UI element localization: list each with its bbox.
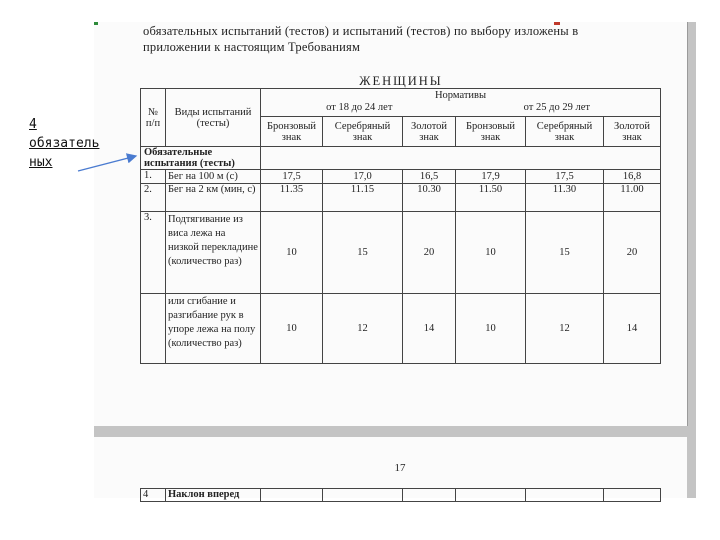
header-test-type: Виды испытаний (тесты) xyxy=(166,89,261,147)
row-value: 15 xyxy=(526,212,604,294)
header-bronze: Бронзовый знак xyxy=(456,117,526,147)
table-row xyxy=(141,170,661,184)
header-age-group-2: от 25 до 29 лет xyxy=(523,102,590,113)
row-test-name: Подтягивание из виса лежа на низкой перекладине (количество раз) xyxy=(166,212,261,294)
row-value xyxy=(526,489,604,502)
header-age-group-1: от 18 до 24 лет xyxy=(326,102,393,113)
row-value: 11.50 xyxy=(456,184,526,212)
intro-line: обязательных испытаний (тестов) и испытаний (тестов) по выбору изложены в xyxy=(143,24,579,38)
row-value xyxy=(403,489,456,502)
side-note xyxy=(29,115,109,172)
row-number xyxy=(141,294,166,364)
intro-line: приложении к настоящим Требованиям xyxy=(143,39,361,54)
row-value: 11.30 xyxy=(526,184,604,212)
header-norms: Нормативы xyxy=(434,90,487,101)
row-value: 17,5 xyxy=(526,170,604,184)
row-value: 10 xyxy=(261,294,323,364)
row-value: 12 xyxy=(526,294,604,364)
row-value xyxy=(604,489,661,502)
row-test-name: или сгибание и разгибание рук в упоре лежа на полу (количество раз) xyxy=(166,294,261,364)
intro-paragraph xyxy=(143,24,663,55)
header-silver: Серебряный знак xyxy=(323,117,403,147)
row-value: 14 xyxy=(604,294,661,364)
row-value: 10.30 xyxy=(403,184,456,212)
row-test-name: Бег на 2 км (мин, с) xyxy=(166,184,261,212)
table-row xyxy=(141,294,661,364)
row-value xyxy=(456,489,526,502)
row-value: 11.15 xyxy=(323,184,403,212)
row-value: 17,5 xyxy=(261,170,323,184)
row-value: 20 xyxy=(403,212,456,294)
row-value: 16,5 xyxy=(403,170,456,184)
norms-table-continued xyxy=(140,488,661,502)
row-number: 1. xyxy=(141,170,166,184)
side-note-line: ных xyxy=(29,155,53,170)
row-value xyxy=(261,489,323,502)
row-value: 16,8 xyxy=(604,170,661,184)
row-value: 11.00 xyxy=(604,184,661,212)
section-empty xyxy=(261,147,661,170)
table-row xyxy=(141,489,661,502)
row-value xyxy=(323,489,403,502)
row-test-name: Наклон вперед xyxy=(166,489,261,502)
page-number: 17 xyxy=(394,462,406,474)
side-note-line: обязатель xyxy=(29,136,100,151)
row-value: 10 xyxy=(456,294,526,364)
table-row xyxy=(141,184,661,212)
row-value: 17,0 xyxy=(323,170,403,184)
row-value: 20 xyxy=(604,212,661,294)
row-value: 15 xyxy=(323,212,403,294)
header-norms-group xyxy=(261,89,661,117)
row-value: 10 xyxy=(456,212,526,294)
norms-table xyxy=(140,88,661,364)
header-gold: Золотой знак xyxy=(604,117,661,147)
row-value: 12 xyxy=(323,294,403,364)
row-number: 4 xyxy=(141,489,166,502)
table-title: ЖЕНЩИНЫ xyxy=(359,74,443,88)
row-value: 11.35 xyxy=(261,184,323,212)
table-row xyxy=(141,212,661,294)
header-number: № п/п xyxy=(141,89,166,147)
section-title: Обязательные испытания (тесты) xyxy=(141,147,261,170)
row-value: 10 xyxy=(261,212,323,294)
side-note-line: 4 xyxy=(29,117,37,132)
row-value: 14 xyxy=(403,294,456,364)
header-bronze: Бронзовый знак xyxy=(261,117,323,147)
row-number: 3. xyxy=(141,212,166,294)
header-gold: Золотой знак xyxy=(403,117,456,147)
row-test-name: Бег на 100 м (с) xyxy=(166,170,261,184)
row-number: 2. xyxy=(141,184,166,212)
header-silver: Серебряный знак xyxy=(526,117,604,147)
row-value: 17,9 xyxy=(456,170,526,184)
